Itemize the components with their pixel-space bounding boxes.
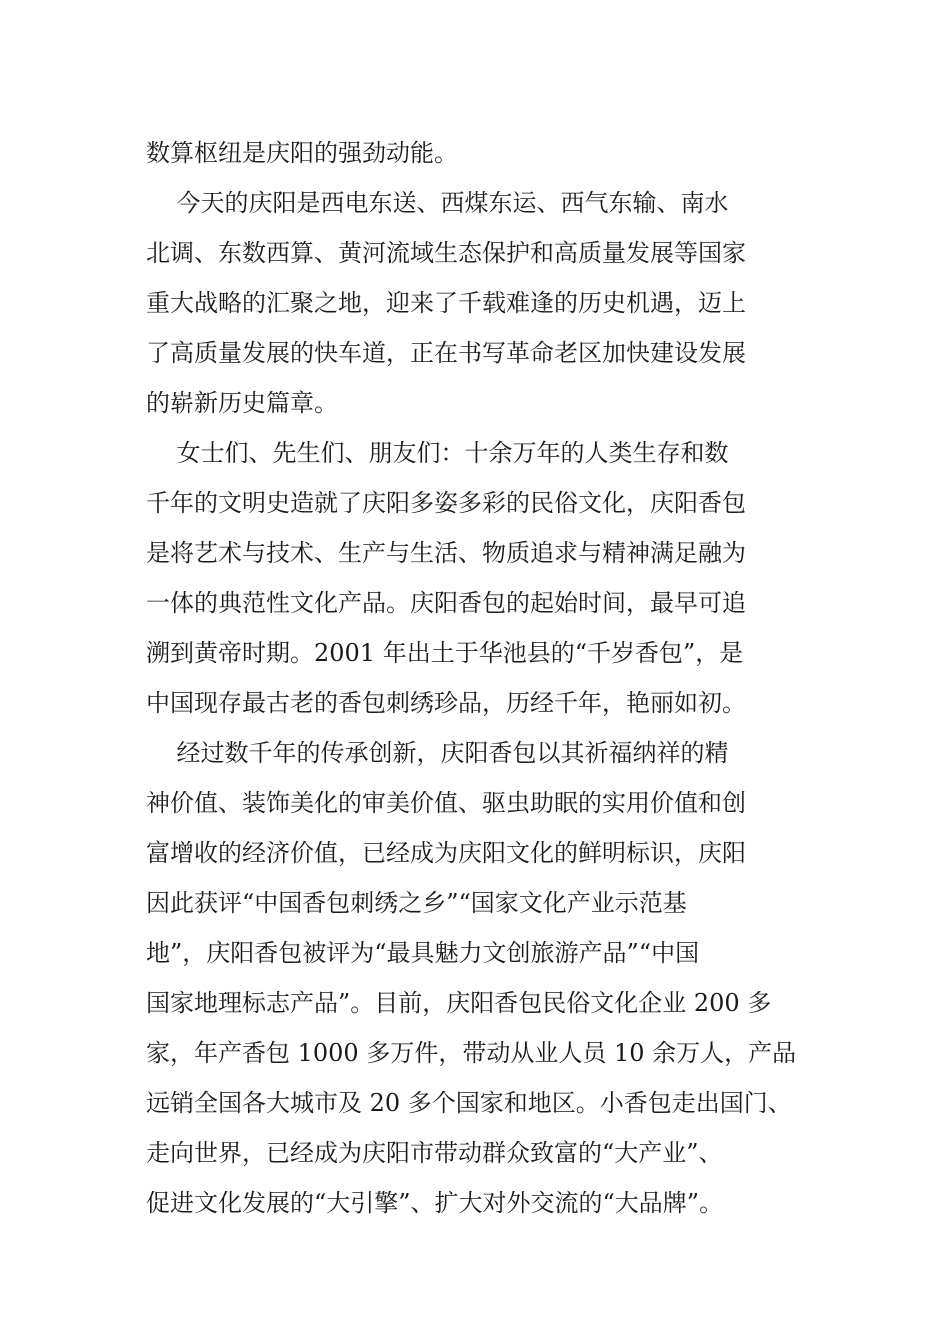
text-line-20: 远销全国各大城市及 20 多个国家和地区。小香包走出国门、 [146, 1089, 792, 1117]
text-line-16: 因此获评“中国香包刺绣之乡”“国家文化产业示范基 [146, 889, 687, 917]
text-line-18: 国家地理标志产品”。目前，庆阳香包民俗文化企业 200 多 [146, 989, 772, 1017]
text-line-3: 北调、东数西算、黄河流域生态保护和高质量发展等国家 [146, 239, 746, 267]
text-line-19: 家，年产香包 1000 多万件，带动从业人员 10 余万人，产品 [146, 1039, 797, 1067]
body-text [146, 128, 826, 1228]
text-line-1: 数算枢纽是庆阳的强劲动能。 [146, 139, 458, 167]
text-line-6: 的崭新历史篇章。 [146, 389, 338, 417]
text-line-14: 神价值、装饰美化的审美价值、驱虫助眠的实用价值和创 [146, 789, 746, 817]
text-line-2: 今天的庆阳是西电东送、西煤东运、西气东输、南水 [146, 189, 729, 217]
text-line-4: 重大战略的汇聚之地，迎来了千载难逢的历史机遇，迈上 [146, 289, 746, 317]
text-line-10: 一体的典范性文化产品。庆阳香包的起始时间，最早可追 [146, 589, 746, 617]
text-line-12: 中国现存最古老的香包刺绣珍品，历经千年，艳丽如初。 [146, 689, 746, 717]
text-line-11: 溯到黄帝时期。2001 年出土于华池县的“千岁香包”，是 [146, 639, 744, 667]
text-line-8: 千年的文明史造就了庆阳多姿多彩的民俗文化，庆阳香包 [146, 489, 746, 517]
text-line-5: 了高质量发展的快车道，正在书写革命老区加快建设发展 [146, 339, 746, 367]
text-line-17: 地”，庆阳香包被评为“最具魅力文创旅游产品”“中国 [146, 939, 700, 967]
text-line-15: 富增收的经济价值，已经成为庆阳文化的鲜明标识，庆阳 [146, 839, 746, 867]
text-line-13: 经过数千年的传承创新，庆阳香包以其祈福纳祥的精 [146, 739, 729, 767]
text-line-9: 是将艺术与技术、生产与生活、物质追求与精神满足融为 [146, 539, 746, 567]
text-line-7: 女士们、先生们、朋友们：十余万年的人类生存和数 [146, 439, 729, 467]
text-line-22: 促进文化发展的“大引擎”、扩大对外交流的“大品牌”。 [146, 1189, 724, 1217]
text-line-21: 走向世界，已经成为庆阳市带动群众致富的“大产业”、 [146, 1139, 723, 1167]
